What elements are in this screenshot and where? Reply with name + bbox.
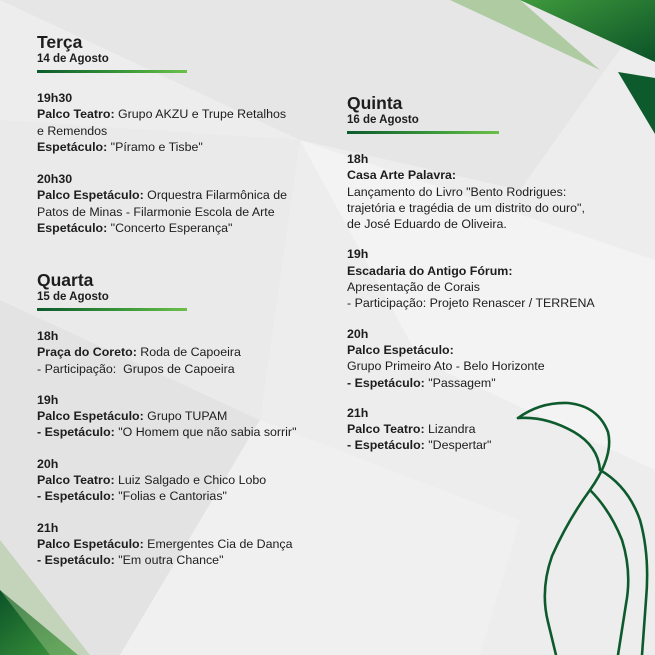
event-time: 21h — [347, 405, 369, 420]
event-line: Palco Teatro: Lizandra — [347, 422, 476, 437]
event-line: Palco Espetáculo: Emergentes Cia de Dança — [37, 536, 293, 551]
event-block — [37, 456, 337, 505]
event-line: Praça do Coreto: Roda de Capoeira — [37, 345, 241, 360]
event-time: 19h — [347, 247, 369, 262]
day-date: 15 de Agosto — [37, 291, 109, 303]
event-time: 18h — [347, 152, 369, 166]
event-line: de José Eduardo de Oliveira. — [347, 217, 507, 232]
event-line: Casa Arte Palavra: — [347, 168, 457, 183]
event-time: 20h — [347, 326, 369, 341]
event-block — [37, 171, 337, 236]
event-block — [37, 90, 337, 155]
event-line: Grupo Primeiro Ato - Belo Horizonte — [347, 359, 545, 374]
event-line: - Espetáculo: "Folias e Cantorias" — [37, 489, 227, 504]
event-line: Escadaria do Antigo Fórum: — [347, 263, 513, 278]
event-line: - Espetáculo: "O Homem que não sabia sorrir" — [37, 425, 297, 440]
event-line: Palco Espetáculo: — [347, 342, 454, 357]
event-line: Lançamento do Livro "Bento Rodrigues: — [347, 184, 567, 199]
event-time: 20h — [37, 456, 59, 471]
event-line: Espetáculo: "Concerto Esperança" — [37, 221, 233, 236]
event-line: Palco Teatro: Luiz Salgado e Chico Lobo — [37, 473, 267, 488]
event-line: - Participação: Projeto Renascer / TERRENA — [347, 296, 595, 311]
day-date: 16 de Agosto — [347, 114, 419, 126]
event-line: trajetória e tragédia de um distrito do ouro", — [347, 200, 585, 215]
event-line: e Remendos — [37, 123, 108, 138]
event-time: 19h — [37, 392, 59, 407]
event-line: Palco Espetáculo: Orquestra Filarmônica de — [37, 188, 287, 203]
event-block — [347, 151, 637, 232]
day-column-wednesday — [37, 270, 337, 569]
day-column-thursday — [347, 93, 637, 454]
event-block — [347, 405, 637, 454]
event-time: 19h30 — [37, 91, 73, 105]
day-date: 14 de Agosto — [37, 53, 109, 65]
event-line: Palco Teatro: Grupo AKZU e Trupe Retalhos — [37, 107, 287, 122]
event-time: 18h — [37, 329, 59, 343]
event-line: Apresentação de Corais — [347, 280, 480, 295]
day-column-tuesday — [37, 32, 337, 236]
event-block — [347, 246, 637, 311]
event-line: Espetáculo: "Píramo e Tisbe" — [37, 139, 203, 154]
event-block — [37, 520, 337, 569]
event-line: - Espetáculo: "Em outra Chance" — [37, 553, 224, 568]
event-line: Patos de Minas - Filarmonie Escola de Arte — [37, 204, 275, 219]
day-title: Quarta — [37, 270, 94, 290]
day-title: Terça — [37, 32, 83, 52]
event-block — [37, 392, 337, 441]
event-line: - Espetáculo: "Despertar" — [347, 438, 492, 453]
event-line: - Espetáculo: "Passagem" — [347, 375, 496, 390]
event-line: Palco Espetáculo: Grupo TUPAM — [37, 409, 228, 424]
event-time: 20h30 — [37, 172, 73, 187]
event-time: 21h — [37, 520, 59, 535]
event-line: - Participação: Grupos de Capoeira — [37, 361, 235, 376]
day-title: Quinta — [347, 93, 403, 113]
event-block — [37, 328, 337, 377]
event-block — [347, 326, 637, 391]
